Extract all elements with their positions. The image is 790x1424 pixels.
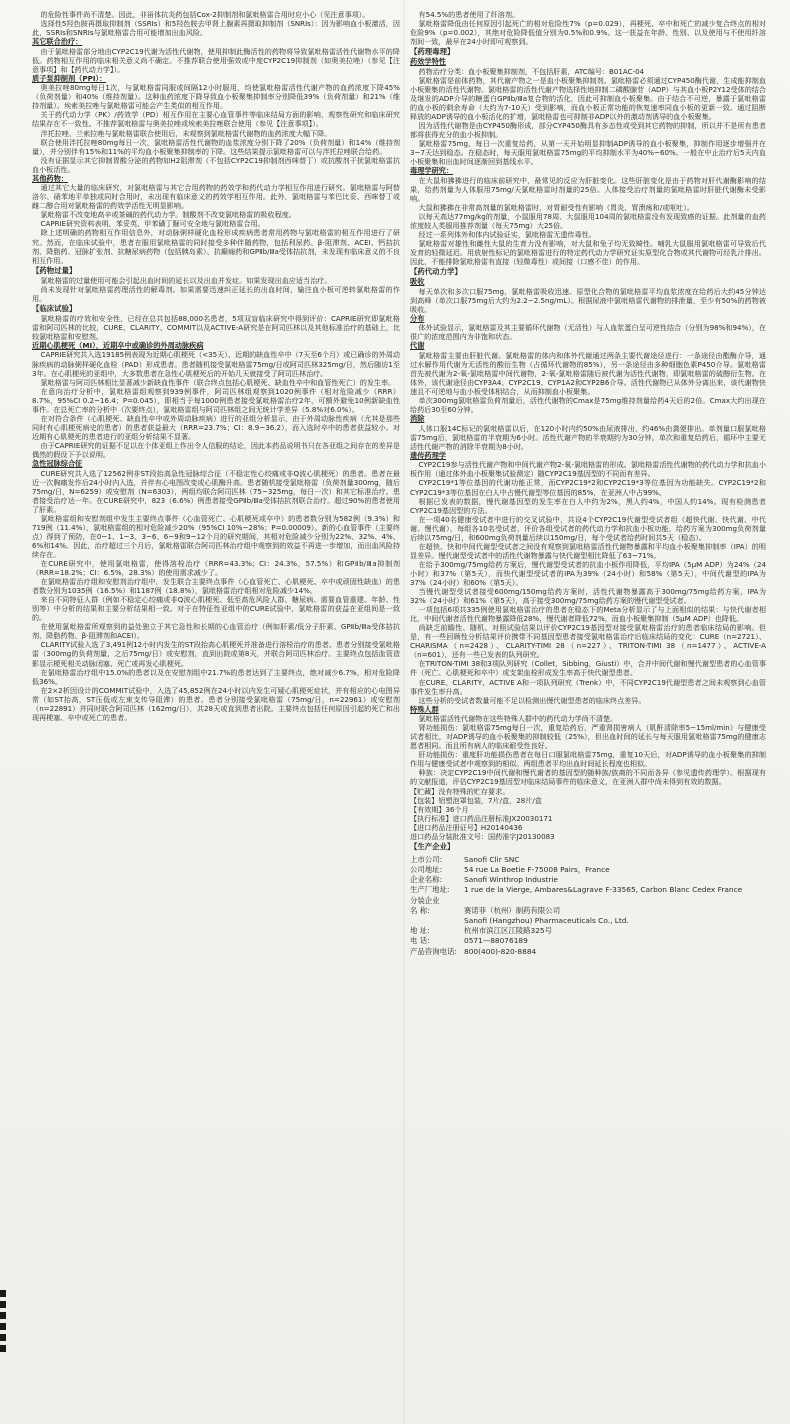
company-field-value: 赛诺菲（杭州）制药有限公司: [464, 905, 561, 915]
paragraph: 氯吡格雷的疗效和安全性，已经在总共包括88,000名患者，5项双盲临床研究中得到评价：CAPRIE研究即氯吡格雷和阿司匹林的比较，CURE、CLARITY、COMMIT以及ACTIVE-A研究是在阿司匹林以及其他标准治疗的基础上，比较氯吡格雷和安慰剂。: [32, 313, 400, 341]
paragraph: 氯吡格雷不改变地高辛或茶碱的药代动力学。制酸剂不改变氯吡格雷的吸收程度。: [40, 210, 296, 220]
producer-heading: 【生产企业】: [410, 841, 455, 851]
paragraph: 选择性5羟色胺再摄取抑制剂（SSRIs）和5羟色胺去甲肾上腺素再摄取抑制剂（SNRIs）：因为影响血小板激活，因此，SSRIs和SNRIs与氯吡格雷合用可能增加出血风险。: [32, 19, 400, 38]
paragraph: 在意向治疗分析中，氯吡格雷组观察到939例事件，阿司匹林组观察到1020例事件（相对危险减少（RRR）8.7%，95%CI 0.2~16.4；P=0.045），即相当于每1000例患者接受氯吡格雷治疗2年，可额外避免10例新缺血性事件。在总死亡率的分析中（次要终点），氯吡格雷组与阿司匹林组之间无统计学差异（5.8%对6.0%）。: [32, 386, 400, 414]
paragraph: 肝功能损伤：重度肝功能损伤患者在每日口服氯吡格雷75mg，重复10天后，对ADP诱导的血小板聚集的抑制作用与健康受试者中观察到的相似。两组患者平均出血时间延长程度也相似。: [410, 750, 766, 769]
company-field-value: 0571—88076189: [464, 936, 528, 946]
company-field-value: 800(400)-820-8884: [464, 946, 537, 956]
company-row: [410, 896, 766, 906]
paragraph: 关于药代动力学（PK）/药效学（PD）相互作用在主要心血管事件等临床结局方面的影响，观察性研究和临床研究结果存在不一致性。不推荐氯吡格雷与奥美拉唑或埃索美拉唑联合使用（参见【注意事项】）。: [32, 110, 400, 129]
paragraph: 根据已发表的数据，慢代谢基因型的发生率在白人中约为2%，黑人约4%，中国人约14%。现有检测患者CYP2C19基因型的方法。: [410, 496, 766, 515]
paragraph: 在2×2析因设计的COMMIT试验中，入选了45,852例在24小时以内发生可疑心肌梗死症状，并有相应的心电图异常（如ST抬高，ST压低或左束支传导阻滞）的患者。患者分别接受氯吡格雷（75mg/日，n=22961）或安慰剂（n=22891）并同时联合阿司匹林（162mg/日），共28天或直到患者出院。主要终点包括任何原因引起的死亡和出现再梗塞、卒中或死亡的患者。: [32, 685, 400, 722]
subsection-heading: 药效学特性: [410, 57, 446, 67]
subsection-heading: 急性冠脉综合征: [32, 459, 83, 469]
subsection-heading: 其它联合治疗：: [32, 37, 83, 47]
paragraph: CURE研究共入选了12562例非ST段抬高急性冠脉综合征（不稳定性心绞痛或非Q波心肌梗死）的患者。患者在最近一次胸痛发作后24小时内入选，并伴有心电图改变或心肌酶升高。患者随机接受氯吡格雷（负荷剂量300mg，随后75mg/日，N=6259）或安慰剂（N=6303），两组均联合阿司匹林（75~325mg，每日一次）和其它标准治疗。患者接受治疗达一年。在CURE研究中，823（6.6%）例患者接受GPⅡb/Ⅲa受体拮抗剂联合治疗。超过90%的患者使用了肝素。: [32, 468, 400, 514]
company-row: [410, 947, 766, 957]
company-row: [410, 865, 766, 875]
company-field-label: 电 话:: [410, 936, 430, 946]
subsection-heading: 其他药物：: [32, 173, 68, 183]
company-field-value: Sanofi Clir SNC: [464, 854, 520, 864]
paragraph: 大鼠和狒狒在非常高剂量的氯吡格雷时，对胃耐受性有影响（胃炎、胃溃疡和/或呕吐）。: [418, 202, 695, 212]
subsection-heading: 代谢: [410, 341, 425, 351]
paragraph: 当慢代谢型受试者接受600mg/150mg给药方案时，活性代谢物暴露高于300mg/75mg给药方案，IPA为32%（24小时）和61%（第5天），高于接受300mg/75mg给药方案的慢代谢型受试者。: [410, 587, 766, 606]
company-field-label: 地 址:: [410, 926, 430, 936]
paragraph: 奥美拉唑80mg每日1次，与氯吡格雷同服或间隔12小时服用，均使氯吡格雷活性代谢产物的血药浓度下降45%（负荷剂量）和40%（维持剂量）。这种血药浓度下降导致血小板聚集抑制率分别降低39%（负荷剂量）和21%（维持剂量）。埃索美拉唑与氯吡格雷可能会产生类似的相互作用。: [32, 83, 400, 111]
section-heading: 【药理毒理】: [410, 47, 455, 57]
paragraph: 在对符合条件（心肌梗死、缺血性卒中或外周动脉疾病）进行的亚组分析显示，由于外周动脉性疾病（尤其是那些同时有心肌梗死病史的患者）的患者获益最大（RRR=23.7%；CI：8.9~36.2），而入选时卒中的患者获益较小。对近期有心肌梗死的患者进行的亚组分析结果不显著。: [32, 413, 400, 441]
company-field-value: Sanofi (Hangzhou) Pharmaceuticals Co., Ltd.: [464, 916, 629, 926]
paragraph: CYP2C19参与活性代谢产物和中间代谢产物2-氧-氯吡格雷的形成。氯吡格雷活性代谢物的药代动力学和抗血小板作用（通过体外血小板聚集试验测定）随CYP2C19基因型的不同而有差异。: [410, 460, 766, 479]
subsection-heading: 分布: [410, 313, 425, 323]
company-field-value: Sanofi Winthrop Industrie: [464, 875, 558, 885]
company-field-value: 54 rue La Boetie F-75008 Pairs，France: [464, 865, 610, 874]
paragraph: CLARITY试验入选了3,491例12小时内发生的ST段抬高心肌梗死并准备进行溶栓治疗的患者。患者分别接受氯吡格雷（300mg的负荷剂量，之后75mg/日）或安慰剂，直到出院或第8天，并联合阿司匹林治疗。主要终点包括血管造影显示梗死相关动脉闭塞、死亡或再发心肌梗死。: [32, 640, 400, 668]
paragraph: 种族：决定CYP2C19中间代谢和慢代谢者的基因型的随种族/族裔的不同而各异（参见遗传药理学）。根据现有的文献报道，评估CYP2C19基因型对临床结局事件的临床意义，在亚洲人群中尚未得到有效的数据。: [410, 768, 766, 787]
paragraph: 尚未发现针对氯吡格雷药理活性的解毒剂。如果需要迅速纠正延长的出血时间，输注血小板可逆转氯吡格雷的作用。: [32, 284, 400, 303]
subsection-heading: 近期心肌梗死（MI），近期卒中或确诊的外周动脉疾病: [32, 340, 204, 350]
subsection-heading: 遗传药理学: [410, 450, 446, 460]
section-heading: 【临床试验】: [32, 303, 77, 313]
paragraph: 以每天高达77mg/kg的剂量，小鼠服用78周、大鼠服用104周的氯吡格雷没有发现致癌的证据。此剂量的血药浓度较人类服用推荐剂量（每天75mg）大25倍。: [410, 211, 766, 230]
paragraph: 氯吡格雷对雄性和雌性大鼠的生育力没有影响，对大鼠和兔子均无致畸性。哺乳大鼠服用氯吡格雷可导致后代发育的轻微延迟。用放射性标记的氯吡格雷进行的特定药代动力学研究证实原型化合物或其代谢物可经乳汁排出。因此，不能排除氯吡格雷有直接（轻微毒性）或间接（口感不佳）的作用。: [410, 239, 766, 267]
paragraph: 有54.5%的患者使用了纤溶剂。: [418, 10, 520, 19]
paragraph: 没有证据显示其它抑制胃酸分泌的药物如H2阻滞剂（不包括CYP2C19抑制剂西咪替丁）或抗酸剂干扰氯吡格雷抗血小板活性。: [32, 155, 400, 174]
section-heading: 【药物过量】: [32, 265, 77, 275]
paragraph: 每天单次和多次口服75mg，氯吡格雷吸收迅速。原型化合物的氯吡格雷平均血浆浓度在给药后大约45分钟达到高峰（单次口服75mg后大约为2.2~2.5ng/mL）。根据尿液中氯吡格雷代谢物的排泄量，至少有50%的药物被吸收。: [410, 286, 766, 314]
section-heading: 【药代动力学】: [410, 267, 462, 277]
paragraph: 肾功能损伤：氯吡格雷75mg每日一次，重复给药后，严重肾损害病人（肌酐清除率5~15ml/min）与健康受试者相比，对ADP诱导的血小板聚集的抑制较低（25%），但出血时间的延长与每天服用氯吡格雷75mg的健康志愿者相同。而且所有病人的临床耐受性良好。: [410, 723, 766, 751]
paragraph: 氯吡格雷主要由肝脏代谢。氯吡格雷的体内和体外代谢通过两条主要代谢途径进行：一条途径由酯酶介导，通过水解作用代谢为无活性的酸衍生物（占循环代谢物的85%），另一条途径由多种细胞色素P450介导。氯吡格雷首先被代谢为2-氧-氯吡格雷中间代谢物，2-氧-氯吡格雷随后被代谢为活性代谢物，即氯吡格雷的硫醇衍生物。在体外，该代谢途径由CYP3A4、CYP2C19、CYP1A2和CYP2B6介导。活性代谢物已从体外分离出来，该代谢物快速且不可逆地与血小板受体相结合，从而抑制血小板聚集。: [410, 350, 766, 397]
subsection-heading: 质子泵抑制剂（PPI）：: [32, 73, 107, 83]
company-row: [410, 885, 766, 895]
paragraph: 由于CAPRIE研究的证据不足以在个体亚组上作出令人信服的结论，因此本药品说明书只在各亚组之间存在的差异是偶然的假设下予以说明。: [32, 440, 400, 459]
paragraph: 氯吡格雷降低由任何原因引起死亡的相对危险性7%（p=0.029），再梗死、卒中和死亡的减少复合终点的相对危险9%（p=0.002），其绝对危险降低值分别为0.5%和0.9%。这一获益在年龄、性别、以及使用与不使用纤溶剂间一致，最早在24小时即可观察到。: [410, 19, 766, 47]
standard-info: 【执行标准】进口药品注册标准JX20030171: [410, 813, 553, 823]
paragraph: 氯吡格雷与阿司匹林相比显著减少新缺血性事件（联合终点包括心肌梗死、缺血性卒中和血管性死亡）的发生率。: [40, 377, 396, 387]
paragraph: 人体口服14C标记的氯吡格雷以后，在120小时内约50%由尿液排出，约46%由粪便排出。单剂量口服氯吡格雷75mg后，氯吡格雷的半衰期为6小时。活性代谢产物的半衰期约为30分钟。单次和重复给药后，循环中主要无活性代谢产物的消除半衰期为8小时。: [410, 423, 766, 451]
paragraph: 因为活性代谢物是由CYP450酶形成，部分CYP450酶具有多态性或受到其它药物的抑制，所以并不是所有患者都将获得充分的血小板抑制。: [410, 120, 766, 140]
company-field-label: 企业名称:: [410, 875, 443, 885]
paragraph: 在超快、快和中间代谢型受试者之间没有观察到氯吡格雷活性代谢物暴露和平均血小板聚集抑制率（IPA）的明显差异。慢代谢型受试者中的活性代谢物暴露与快代谢型相比降低了63~71%。: [410, 541, 766, 560]
paragraph: CYP2C19*1等位基因的代谢功能正常，而CYP2C19*2和CYP2C19*3等位基因为功能缺失。CYP2C19*2和CYP2C19*3等位基因在白人中占慢代谢型等位基因的85%，在亚洲人中占99%。: [410, 478, 766, 497]
company-field-label: 公司地址:: [410, 865, 443, 874]
company-row: [410, 906, 766, 916]
paragraph: 在使用氯吡格雷所观察到的益处独立于其它急性和长期的心血管治疗（例如肝素/低分子肝素、GPⅡb/Ⅲa受体拮抗剂、降脂药物、β-阻滞剂和ACEI）。: [32, 622, 400, 641]
company-field-label: 分装企业: [410, 895, 440, 905]
approval-number: 进口药品分装批准文号：国药准字J20130083: [410, 831, 555, 841]
license-number: 【进口药品注册证号】H20140436: [410, 822, 523, 832]
paragraph: 在TRITON-TIMI 38和3项队列研究（Collet，Sibbing，Giusti）中，合并中间代谢和慢代谢型患者的心血管事件（死亡、心肌梗死和卒中）或支架血栓形成发生率高于快代谢型患者。: [410, 659, 766, 678]
subsection-heading: 吸收: [410, 277, 425, 287]
company-row: [410, 936, 766, 946]
paragraph: 经过一系列体外和体内试验证实，氯吡格雷无遗传毒性。: [418, 229, 596, 239]
paragraph: 氯吡格雷是前体药物，其代谢产物之一是血小板聚集抑制剂。氯吡格雷必须通过CYP450酶代谢，生成能抑制血小板聚集的活性代谢物。氯吡格雷的活性代谢产物选择性地抑制二磷酸腺苷（ADP）与其血小板P2Y12受体的结合及继发的ADP介导的糖蛋白GPⅡb/Ⅲa复合物的活化，因此可抑制血小板聚集。由于结合不可逆，暴露于氯吡格雷的血小板的剩余寿命（大约为7-10天）受到影响，而血小板正常功能的恢复速率同血小板的更新一致。通过阻断释放的ADP诱导的血小板活化的扩增，氯吡格雷也可抑制非ADP以外的激动剂诱导的血小板聚集。: [410, 75, 766, 121]
paragraph: 氯吡格雷75mg，每日一次重复给药，从第一天开始明显抑制ADP诱导的血小板聚集，抑制作用逐步增强并在3~7天达到稳态。在稳态时，每天服用氯吡格雷75mg的平均抑制水平为40%~60%。一般在中止治疗后5天内血小板聚集和出血时间逐渐回到基线水平。: [410, 139, 766, 167]
paragraph: 除上述明确的药物相互作用信息外，对动脉粥样硬化血栓形成疾病患者常用药物与氯吡格雷的相互作用进行了研究。然而，在临床试验中，患者在服用氯吡格雷的同时接受多种伴随药物，包括利尿药、β-阻滞剂、ACEI、钙拮抗剂、降脂药、冠脉扩张剂、抗糖尿病药物（包括胰岛素）、抗癫痫药和GPⅡb/Ⅲa受体拮抗剂，未发现有临床意义的不良相互作用。: [32, 228, 400, 265]
validity-info: 【有效期】36个月: [410, 804, 469, 814]
paragraph: 由于氯吡格雷部分地由CYP2C19代谢为活性代谢物，使用抑制此酶活性的药物将导致氯吡格雷活性代谢物水平的降低。药物相互作用的临床相关意义尚不确定。不推荐联合使用强效或中度CYP2C19抑制剂（如奥美拉唑）（参见【注意事项】和【药代动力学】）。: [32, 46, 400, 74]
company-row: [410, 926, 766, 936]
paragraph: 的危险性事件尚不清楚。因此，非甾体抗炎药包括Cox-2抑制剂和氯吡格雷合用时应小心（见注意事项）。: [40, 10, 370, 19]
paragraph: 来自不同特征人群（例如不稳定心绞痛或非Q波心肌梗死、低至高危风险人群、糖尿病、需要血管重建、年龄、性别等）中分析的结果和主要分析结果相一致。对于在特征性亚组中的CURE试验中，氯吡格雷的获益在亚组间是一致的。: [32, 595, 400, 623]
paragraph: 氯吡格雷组和安慰剂组中发生主要终点事件（心血管死亡、心肌梗死或卒中）的患者数分别为582例（9.3%）和719例（11.4%），氯吡格雷组的相对危险减少20%（95%CI 10%~28%；P=0.00009）。新的心血管事件（主要终点）得到了预防，在0~1、1~3、3~6、6~9和9~12个月的研究期间，其相对危险减少分别为22%、32%、4%、6%和14%。因此，治疗超过三个月后，氯吡格雷联合阿司匹林治疗组中观察到的效益不再进一步增加，而出血风险持续存在。: [32, 513, 400, 559]
company-info: [410, 855, 766, 957]
paragraph: 在氯吡格雷治疗组中15.0%的患者以及在安慰剂组中21.7%的患者达到了主要终点，绝对减少6.7%，相对危险降低36%。: [32, 667, 400, 686]
company-field-label: 生产厂地址:: [410, 885, 450, 895]
company-field-label: 名 称:: [410, 905, 430, 915]
paragraph: 在一项40名健康受试者中进行的交叉试验中，共设4个CYP2C19代谢型受试者组（超快代谢、快代谢、中代谢、慢代谢），每组各10名受试者，评价各组受试者的药代动力学和抗血小板功能，给药方案为300mg负荷剂量后续以75mg/日，和600mg负荷剂量后续以150mg/日，每个受试者给药时间共5天（稳态）。: [410, 514, 766, 542]
paragraph: 通过其它大量的临床研究，对氯吡格雷与其它合用药物的药效学和药代动力学相互作用进行研究。氯吡格雷与阿替洛尔、硝苯地平单独或同时合用时，未出现有临床意义的药效学相互作用。此外，氯吡格雷与苯巴比妥、西咪替丁或雌二醇合用对氯吡格雷的药效学活性无明显影响。: [32, 183, 400, 211]
company-field-value: 1 rue de la Vierge, Ambares&Lagrave F-33565, Carbon Blanc Cedex France: [464, 885, 743, 895]
paragraph: 体外试验显示，氯吡格雷及其主要循环代谢物（无活性）与人血浆蛋白呈可逆性结合（分别为98%和94%），在很广的浓度范围内为非饱和状态。: [410, 323, 766, 342]
paragraph: 在大鼠和狒狒进行的临床前研究中，最常见的反应为肝脏变化。这些肝脏变化是由于药物对肝代谢酶影响的结果，给药剂量为人体服用75mg/天氯吡格雷时剂量的25倍。人体接受治疗剂量的氯吡格雷时肝脏代谢酶未受影响。: [410, 175, 766, 203]
fold-line: [403, 0, 405, 1424]
company-field-label: 上市公司:: [410, 854, 443, 864]
paragraph: 一项包括6项共335例使用氯吡格雷治疗的患者在稳态下的Meta分析显示了与上面相似的结果：与快代谢者相比，中间代谢者活性代谢物暴露降低28%，慢代谢者降低72%，而血小板聚集抑制（5μM ADP）也降低。: [410, 605, 766, 624]
company-row: [410, 916, 766, 926]
package-info: 【包装】铝塑泡罩包装，7片/盒，28片/盒: [410, 795, 542, 805]
paragraph: CAPRIE研究资料表明，苯妥英、甲苯磺丁脲可安全地与氯吡格雷合用。: [40, 219, 265, 229]
company-field-value: 杭州市滨江区江陵路325号: [464, 926, 553, 936]
paragraph: 在CURE、CLARITY、ACTIVE A和一项队列研究（Trenk）中，不同CYP2C19代谢型患者之间未观察到心血管事件发生率升高。: [410, 677, 766, 696]
subsection-heading: 特殊人群: [410, 704, 439, 714]
left-column: [32, 10, 400, 1418]
paragraph: 在氯吡格雷治疗组和安慰剂治疗组中，发生联合主要终点事件（心血管死亡、心肌梗死、卒中或顽固性缺血）的患者数分别为1035例（16.5%）和1187例（18.8%），氯吡格雷治疗组相对危险减少14%。: [32, 577, 400, 596]
paragraph: 氯吡格雷的过量使用可能会引起出血时间的延长以及出血并发症。如果发现出血应适当治疗。: [40, 275, 332, 285]
company-field-label: 产品咨询电话:: [410, 946, 457, 956]
paragraph: 这些分析的受试者数量可能不足以检测出慢代谢型患者的临床终点差异。: [418, 695, 646, 705]
subsection-heading: 毒理学研究：: [410, 166, 454, 176]
storage-info: 【贮藏】没有特殊的贮存要求。: [410, 786, 510, 796]
binding-marks: [0, 1290, 8, 1370]
company-row: [410, 855, 766, 865]
paragraph: 尚缺乏前瞻性、随机、对照试验结果以评价CYP2C19基因型对接受氯吡格雷治疗的患者临床结局的影响。但是，有一些回顾性分析结果评价携带不同基因型患者接受氯吡格雷治疗后临床结局的变化：CURE（n=2721）、CHARISMA（n=2428）、CLARITY-TIMI 28（n=227）、TRITON-TIMI 38（n=1477）、ACTIVE-A（n=601），还有一些已发表的队列研究。: [410, 623, 766, 660]
paragraph: 氯吡格雷活性代谢物在这些特殊人群中的药代动力学尚不清楚。: [418, 714, 618, 724]
right-column: [410, 10, 766, 1418]
paragraph: 单次300mg氯吡格雷负荷剂量后，活性代谢物的Cmax是75mg维持剂量给药4天后的2倍。Cmax大约出现在给药后30至60分钟。: [410, 396, 766, 415]
paragraph: 联合使用泮托拉唑80mg每日一次，氯吡格雷活性代谢物的血浆浓度分别下降了20%（负荷剂量）和14%（维持剂量），并分别伴有15%和11%的平均血小板聚集抑制率的下降。这些结果提示氯吡格雷可以与泮托拉唑联合给药。: [32, 137, 400, 156]
subsection-heading: 消除: [410, 414, 425, 424]
company-row: [410, 875, 766, 885]
paragraph: 药物治疗分类：血小板聚集抑制剂，不包括肝素，ATC编号：B01AC-04: [418, 66, 645, 76]
paragraph: 泮托拉唑、兰索拉唑与氯吡格雷联合使用后，未观察到氯吡格雷代谢物的血药浓度大幅下降。: [40, 128, 332, 138]
paragraph: CAPRIE研究共入选19185例表现为近期心肌梗死（<35天）、近期的缺血性卒中（7天至6个月）或已确诊的外周动脉疾病的动脉粥样硬化血栓（PAD）形成患者。患者随机接受氯吡格雷75mg/日或阿司匹林325mg/日，然后随访1至3年。在心肌梗死的亚组中，大多数患者在急性心肌梗死后的开始几天就接受了阿司匹林治疗。: [32, 350, 400, 378]
paragraph: 在CURE研究中，使用氯吡格雷，使得溶栓治疗（RRR=43.3%；CI：24.3%，57.5%）和GPⅡb/Ⅲa抑制剂（RRR=18.2%；CI：6.5%，28.3%）的使用需求减少了。: [32, 558, 400, 578]
paragraph: 在给予300mg/75mg给药方案后，慢代谢型受试者的抗血小板作用降低，平均IPA（5μM ADP）为24%（24小时）和37%（第5天），而快代谢型受试者的IPA为39%（24小时）和58%（第5天），中间代谢型的IPA为37%（24小时）和60%（第5天）。: [410, 559, 766, 587]
